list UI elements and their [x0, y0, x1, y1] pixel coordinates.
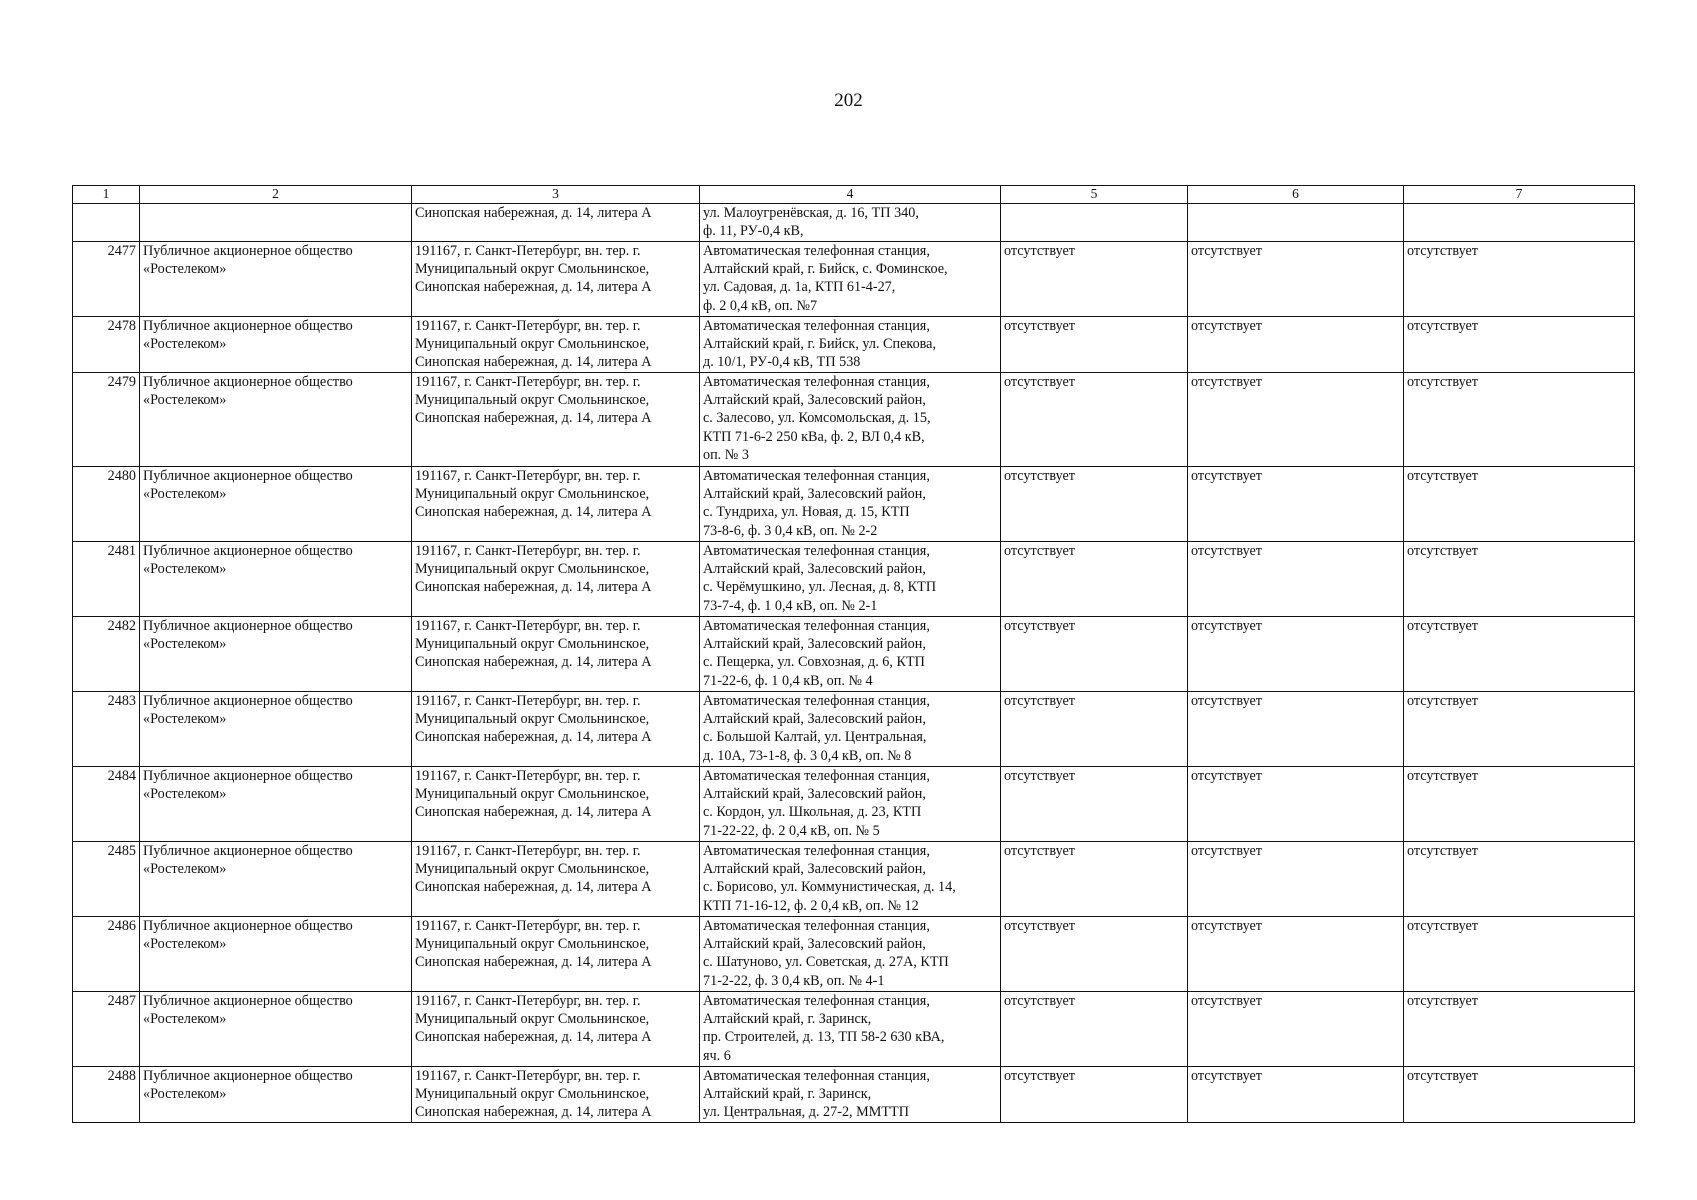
- organization-cell: Публичное акционерное общество «Ростелеком»: [140, 467, 412, 542]
- column-7-cell: отсутствует: [1404, 917, 1635, 992]
- address-cell: 191167, г. Санкт-Петербург, вн. тер. г. Муниципальный округ Смольнинское, Синопская набережная, д. 14, литера А: [412, 617, 700, 692]
- column-5-cell: отсутствует: [1001, 467, 1188, 542]
- column-6-cell: отсутствует: [1188, 692, 1404, 767]
- location-cell: Автоматическая телефонная станция, Алтайский край, Залесовский район, с. Шатуново, ул. Советская, д. 27А, КТП 71-2-22, ф. 3 0,4 кВ, оп. № 4-1: [700, 917, 1001, 992]
- column-5-cell: отсутствует: [1001, 692, 1188, 767]
- location-cell: Автоматическая телефонная станция, Алтайский край, Залесовский район, с. Пещерка, ул. Совхозная, д. 6, КТП 71-22-6, ф. 1 0,4 кВ, оп. № 4: [700, 617, 1001, 692]
- column-7-cell: отсутствует: [1404, 542, 1635, 617]
- column-6-cell: отсутствует: [1188, 317, 1404, 373]
- column-6-cell: отсутствует: [1188, 917, 1404, 992]
- row-number-cell: [73, 204, 140, 242]
- location-cell: Автоматическая телефонная станция, Алтайский край, Залесовский район, с. Черёмушкино, ул. Лесная, д. 8, КТП 73-7-4, ф. 1 0,4 кВ, оп. № 2-1: [700, 542, 1001, 617]
- column-7-cell: отсутствует: [1404, 1067, 1635, 1123]
- column-5-cell: отсутствует: [1001, 992, 1188, 1067]
- column-5-cell: отсутствует: [1001, 1067, 1188, 1123]
- column-5-cell: отсутствует: [1001, 842, 1188, 917]
- column-6-cell: отсутствует: [1188, 617, 1404, 692]
- address-cell: 191167, г. Санкт-Петербург, вн. тер. г. Муниципальный округ Смольнинское, Синопская набережная, д. 14, литера А: [412, 542, 700, 617]
- column-7-cell: отсутствует: [1404, 692, 1635, 767]
- location-cell: Автоматическая телефонная станция, Алтайский край, Залесовский район, с. Тундриха, ул. Новая, д. 15, КТП 73-8-6, ф. 3 0,4 кВ, оп. № 2-2: [700, 467, 1001, 542]
- row-number-cell: 2478: [73, 317, 140, 373]
- column-7-cell: отсутствует: [1404, 373, 1635, 467]
- organization-cell: [140, 204, 412, 242]
- row-number-cell: 2485: [73, 842, 140, 917]
- organization-cell: Публичное акционерное общество «Ростелеком»: [140, 767, 412, 842]
- row-number-cell: 2487: [73, 992, 140, 1067]
- table-row: [73, 317, 1635, 373]
- column-7-cell: [1404, 204, 1635, 242]
- column-6-cell: отсутствует: [1188, 1067, 1404, 1123]
- page-number: 202: [834, 90, 863, 111]
- table-row: [73, 373, 1635, 467]
- column-7-cell: отсутствует: [1404, 617, 1635, 692]
- address-cell: 191167, г. Санкт-Петербург, вн. тер. г. Муниципальный округ Смольнинское, Синопская набережная, д. 14, литера А: [412, 767, 700, 842]
- location-cell: Автоматическая телефонная станция, Алтайский край, Залесовский район, с. Борисово, ул. Коммунистическая, д. 14, КТП 71-16-12, ф. 2 0,4 кВ, оп. № 12: [700, 842, 1001, 917]
- row-number-cell: 2486: [73, 917, 140, 992]
- column-5-cell: отсутствует: [1001, 542, 1188, 617]
- column-6-cell: отсутствует: [1188, 842, 1404, 917]
- organization-cell: Публичное акционерное общество «Ростелеком»: [140, 373, 412, 467]
- column-5-cell: отсутствует: [1001, 767, 1188, 842]
- column-6-cell: отсутствует: [1188, 373, 1404, 467]
- column-header: 4: [700, 186, 1001, 204]
- location-cell: Автоматическая телефонная станция, Алтайский край, г. Заринск, пр. Строителей, д. 13, ТП 58-2 630 кВА, яч. 6: [700, 992, 1001, 1067]
- continuation-row: [73, 204, 1635, 242]
- table-row: [73, 1067, 1635, 1123]
- organization-cell: Публичное акционерное общество «Ростелеком»: [140, 992, 412, 1067]
- organization-cell: Публичное акционерное общество «Ростелеком»: [140, 542, 412, 617]
- registry-table: [72, 185, 1635, 1123]
- location-cell: Автоматическая телефонная станция, Алтайский край, Залесовский район, с. Кордон, ул. Школьная, д. 23, КТП 71-22-22, ф. 2 0,4 кВ, оп. № 5: [700, 767, 1001, 842]
- organization-cell: Публичное акционерное общество «Ростелеком»: [140, 617, 412, 692]
- column-5-cell: [1001, 204, 1188, 242]
- organization-cell: Публичное акционерное общество «Ростелеком»: [140, 842, 412, 917]
- column-7-cell: отсутствует: [1404, 467, 1635, 542]
- table-row: [73, 542, 1635, 617]
- column-7-cell: отсутствует: [1404, 992, 1635, 1067]
- column-header: 5: [1001, 186, 1188, 204]
- organization-cell: Публичное акционерное общество «Ростелеком»: [140, 242, 412, 317]
- address-cell: 191167, г. Санкт-Петербург, вн. тер. г. Муниципальный округ Смольнинское, Синопская набережная, д. 14, литера А: [412, 692, 700, 767]
- location-cell: Автоматическая телефонная станция, Алтайский край, г. Бийск, ул. Спекова, д. 10/1, РУ-0,4 кВ, ТП 538: [700, 317, 1001, 373]
- location-cell: Автоматическая телефонная станция, Алтайский край, Залесовский район, с. Большой Калтай, ул. Центральная, д. 10А, 73-1-8, ф. 3 0,4 кВ, оп. № 8: [700, 692, 1001, 767]
- row-number-cell: 2480: [73, 467, 140, 542]
- organization-cell: Публичное акционерное общество «Ростелеком»: [140, 692, 412, 767]
- table-row: [73, 692, 1635, 767]
- location-cell: ул. Малоугренёвская, д. 16, ТП 340, ф. 11, РУ-0,4 кВ,: [700, 204, 1001, 242]
- row-number-cell: 2482: [73, 617, 140, 692]
- address-cell: 191167, г. Санкт-Петербург, вн. тер. г. Муниципальный округ Смольнинское, Синопская набережная, д. 14, литера А: [412, 242, 700, 317]
- table-row: [73, 617, 1635, 692]
- organization-cell: Публичное акционерное общество «Ростелеком»: [140, 1067, 412, 1123]
- table-row: [73, 992, 1635, 1067]
- column-header: 3: [412, 186, 700, 204]
- location-cell: Автоматическая телефонная станция, Алтайский край, г. Заринск, ул. Центральная, д. 27-2, ММТТП: [700, 1067, 1001, 1123]
- column-6-cell: [1188, 204, 1404, 242]
- table-row: [73, 917, 1635, 992]
- row-number-cell: 2488: [73, 1067, 140, 1123]
- row-number-cell: 2481: [73, 542, 140, 617]
- column-7-cell: отсутствует: [1404, 317, 1635, 373]
- column-6-cell: отсутствует: [1188, 992, 1404, 1067]
- address-cell: 191167, г. Санкт-Петербург, вн. тер. г. Муниципальный округ Смольнинское, Синопская набережная, д. 14, литера А: [412, 992, 700, 1067]
- address-cell: Синопская набережная, д. 14, литера А: [412, 204, 700, 242]
- column-header: 1: [73, 186, 140, 204]
- organization-cell: Публичное акционерное общество «Ростелеком»: [140, 917, 412, 992]
- column-6-cell: отсутствует: [1188, 242, 1404, 317]
- table-row: [73, 842, 1635, 917]
- column-5-cell: отсутствует: [1001, 917, 1188, 992]
- column-7-cell: отсутствует: [1404, 842, 1635, 917]
- table-row: [73, 767, 1635, 842]
- column-6-cell: отсутствует: [1188, 542, 1404, 617]
- address-cell: 191167, г. Санкт-Петербург, вн. тер. г. Муниципальный округ Смольнинское, Синопская набережная, д. 14, литера А: [412, 467, 700, 542]
- header-row: [73, 186, 1635, 204]
- column-7-cell: отсутствует: [1404, 767, 1635, 842]
- row-number-cell: 2477: [73, 242, 140, 317]
- column-5-cell: отсутствует: [1001, 317, 1188, 373]
- column-header: 2: [140, 186, 412, 204]
- address-cell: 191167, г. Санкт-Петербург, вн. тер. г. Муниципальный округ Смольнинское, Синопская набережная, д. 14, литера А: [412, 1067, 700, 1123]
- column-6-cell: отсутствует: [1188, 767, 1404, 842]
- location-cell: Автоматическая телефонная станция, Алтайский край, г. Бийск, с. Фоминское, ул. Садовая, д. 1а, КТП 61-4-27, ф. 2 0,4 кВ, оп. №7: [700, 242, 1001, 317]
- table-row: [73, 242, 1635, 317]
- row-number-cell: 2483: [73, 692, 140, 767]
- column-header: 6: [1188, 186, 1404, 204]
- column-header: 7: [1404, 186, 1635, 204]
- address-cell: 191167, г. Санкт-Петербург, вн. тер. г. Муниципальный округ Смольнинское, Синопская набережная, д. 14, литера А: [412, 373, 700, 467]
- column-6-cell: отсутствует: [1188, 467, 1404, 542]
- address-cell: 191167, г. Санкт-Петербург, вн. тер. г. Муниципальный округ Смольнинское, Синопская набережная, д. 14, литера А: [412, 842, 700, 917]
- organization-cell: Публичное акционерное общество «Ростелеком»: [140, 317, 412, 373]
- location-cell: Автоматическая телефонная станция, Алтайский край, Залесовский район, с. Залесово, ул. Комсомольская, д. 15, КТП 71-6-2 250 кВа, ф. 2, ВЛ 0,4 кВ, оп. № 3: [700, 373, 1001, 467]
- column-5-cell: отсутствует: [1001, 373, 1188, 467]
- row-number-cell: 2484: [73, 767, 140, 842]
- row-number-cell: 2479: [73, 373, 140, 467]
- column-5-cell: отсутствует: [1001, 617, 1188, 692]
- table-row: [73, 467, 1635, 542]
- address-cell: 191167, г. Санкт-Петербург, вн. тер. г. Муниципальный округ Смольнинское, Синопская набережная, д. 14, литера А: [412, 317, 700, 373]
- column-5-cell: отсутствует: [1001, 242, 1188, 317]
- address-cell: 191167, г. Санкт-Петербург, вн. тер. г. Муниципальный округ Смольнинское, Синопская набережная, д. 14, литера А: [412, 917, 700, 992]
- column-7-cell: отсутствует: [1404, 242, 1635, 317]
